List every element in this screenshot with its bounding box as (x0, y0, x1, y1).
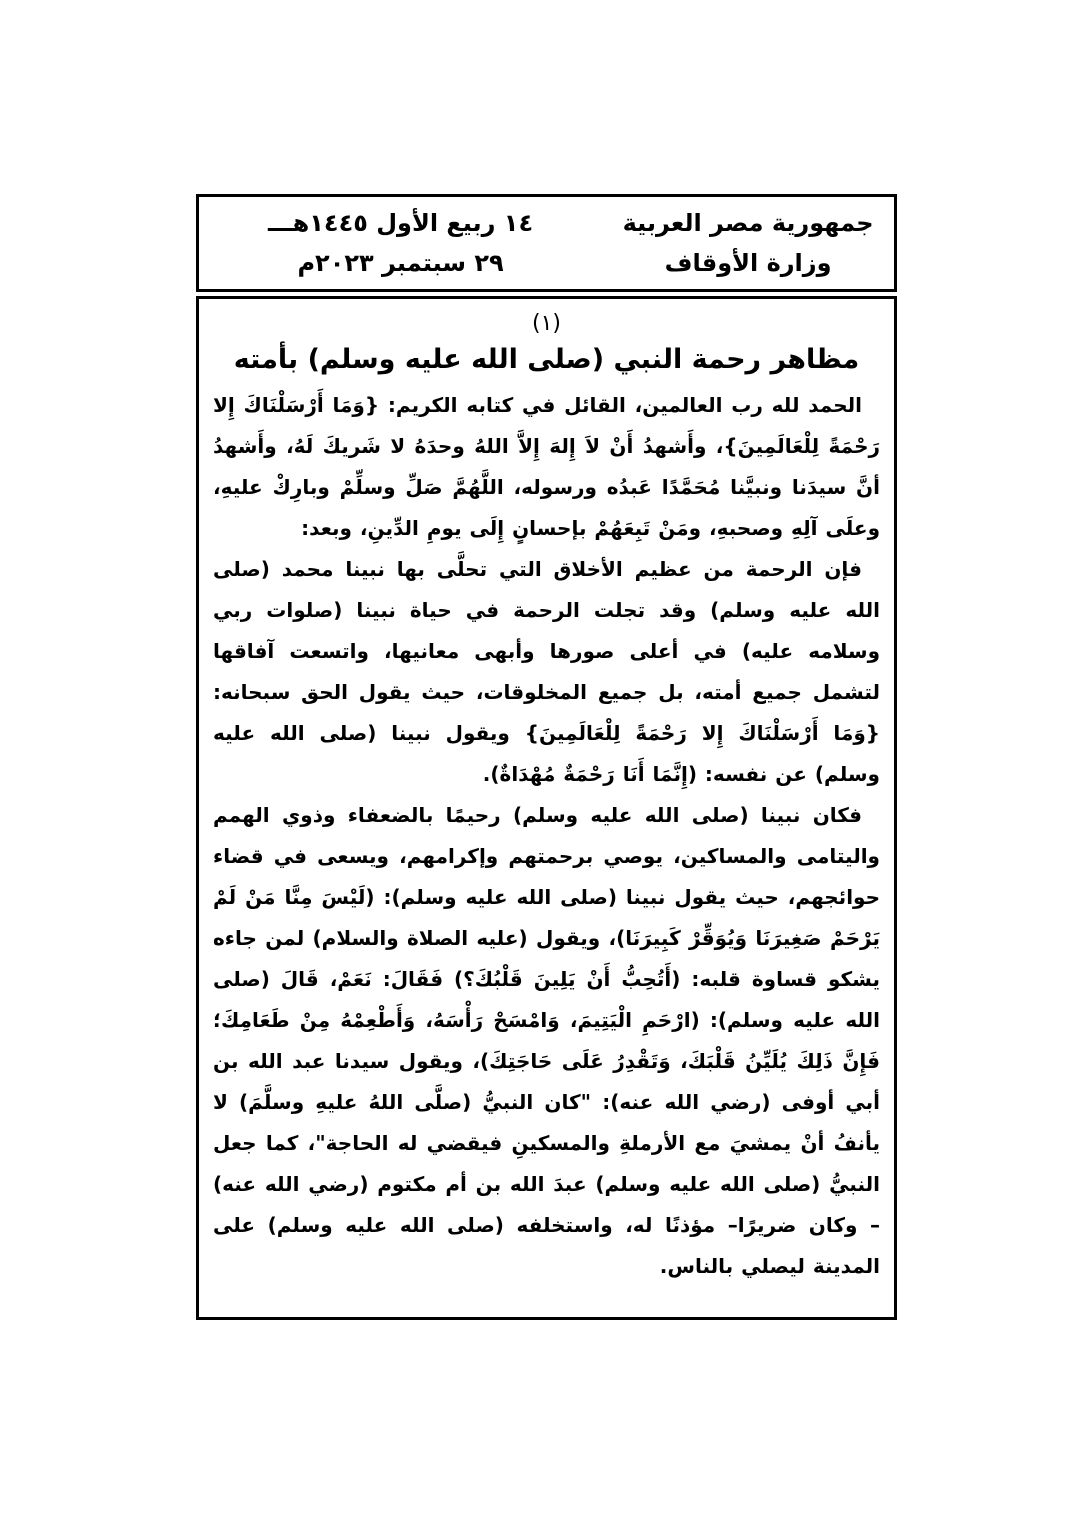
org-block (602, 203, 894, 283)
date-block (199, 203, 602, 283)
paragraph-mercy-examples: فكان نبينا (صلى الله عليه وسلم) رحيمًا بالضعفاء وذوي الهمم واليتامى والمساكين، يوصي برحمتهم وإكرامهم، ويسعى في قضاء حوائجهم، حيث يقول نبينا (صلى الله عليه وسلم): (لَيْسَ مِنَّا مَنْ لَمْ يَرْحَمْ صَغِيرَنَا وَيُوَقِّرْ كَبِيرَنَا)، ويقول (عليه الصلاة والسلام) لمن جاءه يشكو قساوة قلبه: (أَتُحِبُّ أَنْ يَلِينَ قَلْبُكَ؟) فَقَالَ: نَعَمْ، قَالَ (صلى الله عليه وسلم): (ارْحَمِ الْيَتِيمَ، وَامْسَحْ رَأْسَهُ، وَأَطْعِمْهُ مِنْ طَعَامِكَ؛ فَإِنَّ ذَلِكَ يُلَيِّنُ قَلْبَكَ، وَتَقْدِرُ عَلَى حَاجَتِكَ)، ويقول سيدنا عبد الله بن أبي أوفى (رضي الله عنه): "كان النبيُّ (صلَّى اللهُ عليهِ وسلَّمَ) لا يأنفُ أنْ يمشيَ مع الأرملةِ والمسكينِ فيقضي له الحاجة"، كما جعل النبيُّ (صلى الله عليه وسلم) عبدَ الله بن أم مكتوم (رضي الله عنه) – وكان ضريرًا– مؤذنًا له، واستخلفه (صلى الله عليه وسلم) على المدينة ليصلي بالناس. (213, 803, 880, 1278)
hijri-date: ١٤ ربيع الأول ١٤٤٥هـــ (268, 209, 534, 237)
org-name: جمهورية مصر العربية (622, 209, 874, 237)
paragraph-opening-praise: الحمد لله رب العالمين، القائل في كتابه الكريم: {وَمَا أَرْسَلْنَاكَ إِلا رَحْمَةً لِلْعَالَمِينَ}، وأَشهدُ أَنْ لاَ إِلهَ إِلاَّ اللهُ وحدَهُ لا شَريكَ لَهُ، وأَشهدُ أنَّ سيدَنا ونبيَّنا مُحَمَّدًا عَبدُه ورسوله، اللَّهُمَّ صَلِّ وسلِّمْ وبارِكْ عليهِ، وعلَى آلِهِ وصحبهِ، ومَنْ تَبِعَهُمْ بإحسانٍ إِلَى يومِ الدِّينِ، وبعد: (213, 393, 880, 540)
page-number: (١) (531, 311, 561, 336)
ministry-name: وزارة الأوقاف (664, 249, 832, 277)
gregorian-date: ٢٩ سبتمبر ٢٠٢٣م (297, 249, 504, 277)
content-box (196, 296, 897, 1320)
page-title: مظاهر رحمة النبي (صلى الله عليه وسلم) بأمته (233, 344, 860, 375)
header-box (196, 194, 897, 292)
paragraph-mercy-intro: فإن الرحمة من عظيم الأخلاق التي تحلَّى بها نبينا محمد (صلى الله عليه وسلم) وقد تجلت الرحمة في حياة نبينا (صلوات ربي وسلامه عليه) في أعلى صورها وأبهى معانيها، واتسعت آفاقها لتشمل جميع أمته، بل جميع المخلوقات، حيث يقول الحق سبحانه: {وَمَا أَرْسَلْنَاكَ إِلا رَحْمَةً لِلْعَالَمِينَ} ويقول نبينا (صلى الله عليه وسلم) عن نفسه: (إِنَّمَا أَنَا رَحْمَةٌ مُهْدَاةٌ). (213, 557, 880, 786)
